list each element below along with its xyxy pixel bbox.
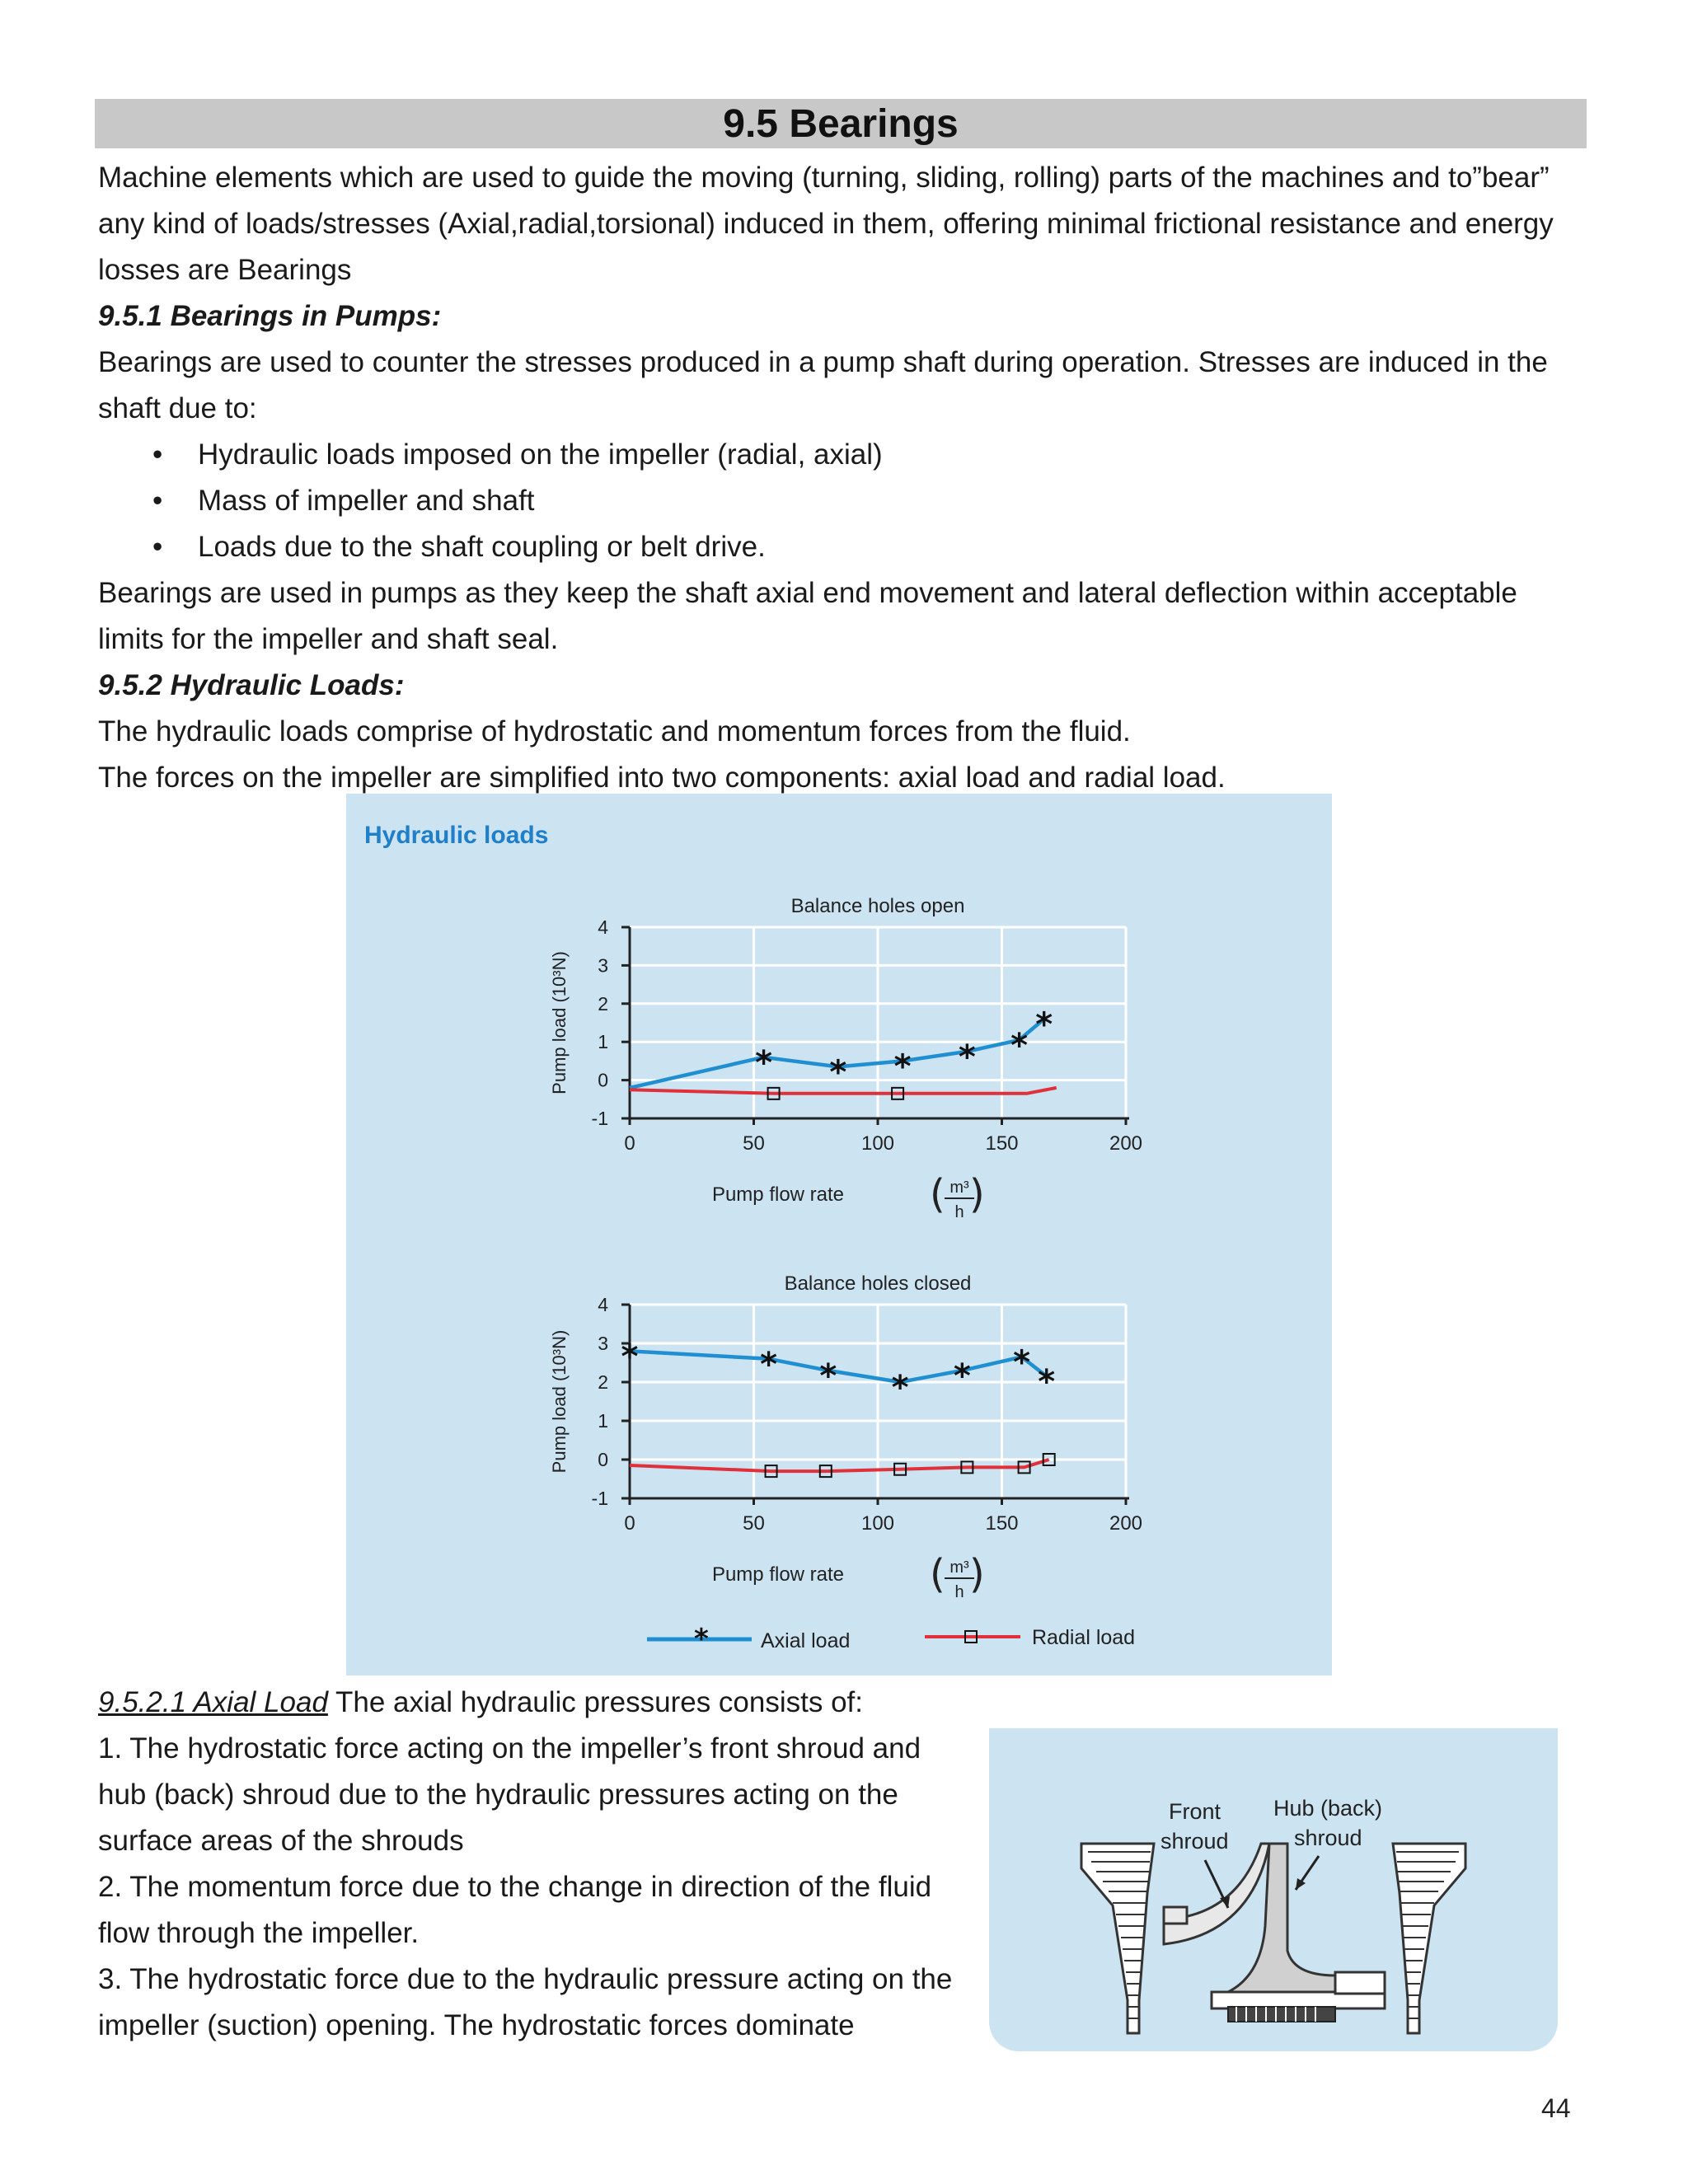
axial-item-3: 3. The hydrostatic force due to the hydraulic pressure acting on the impeller (suction) opening. The hydrostatic forces dominate	[98, 1963, 953, 2041]
unit-paren-close: )	[969, 1171, 985, 1217]
hydraulic-loads-line-1: The hydraulic loads comprise of hydrostatic and momentum forces from the fluid.	[98, 715, 1131, 748]
chart-legend	[647, 1623, 1135, 1656]
axial-load-point: *	[760, 1345, 778, 1384]
axial-load-line	[630, 1351, 1047, 1382]
legend-axial-label: Axial load	[761, 1629, 851, 1652]
list-item: • Loads due to the shaft coupling or belt drive.	[98, 524, 1590, 570]
axial-load-text	[98, 1680, 972, 2049]
y-tick-label: 2	[598, 992, 608, 1015]
axial-load-point: *	[819, 1357, 837, 1395]
y-tick-label: 4	[598, 1294, 608, 1315]
axial-item-1: 1. The hydrostatic force acting on the impeller’s front shroud and hub (back) shroud due to the hydraulic pressures acting on the surface areas of the shrouds	[98, 1732, 921, 1857]
hydraulic-loads-line-2: The forces on the impeller are simplified into two components: axial load and radial load.	[98, 762, 1226, 794]
chart-balance-open	[549, 895, 1142, 1221]
x-tick-label: 50	[743, 1132, 765, 1155]
y-tick-label: 3	[598, 1333, 608, 1354]
x-axis-label: Pump flow rate	[711, 1563, 845, 1586]
pumps-paragraph: Bearings are used to counter the stresses produced in a pump shaft during operation. Stresses are induced in the shaft due to:	[98, 346, 1548, 424]
axial-load-point: *	[1038, 1362, 1056, 1401]
list-item: • Mass of impeller and shaft	[98, 478, 1590, 524]
x-tick-label: 0	[624, 1512, 635, 1535]
hub-shroud-label-2: shroud	[1294, 1825, 1362, 1850]
axial-load-label: 9.5.2.1 Axial Load	[98, 1686, 328, 1718]
axial-load-intro-rest: The axial hydraulic pressures consists of:	[327, 1686, 863, 1718]
axial-load-point: *	[1013, 1343, 1031, 1382]
y-tick-label: 1	[598, 1410, 608, 1432]
front-shroud-label-1: Front	[1169, 1799, 1221, 1824]
shaft-seal	[1228, 2007, 1335, 2022]
impeller-svg	[989, 1728, 1558, 2051]
y-tick-label: 0	[598, 1449, 608, 1470]
axial-load-point: *	[1010, 1026, 1029, 1065]
y-axis-label: Pump load (10³N)	[549, 1329, 570, 1474]
unit-numerator: m³	[950, 1179, 969, 1197]
axial-load-point: *	[891, 1369, 909, 1407]
heading-9-5-2: 9.5.2 Hydraulic Loads:	[98, 669, 405, 701]
body-text	[98, 155, 1590, 801]
impeller-diagram	[989, 1728, 1558, 2051]
unit-denominator: h	[954, 1583, 964, 1601]
hub-shroud	[1228, 1844, 1335, 1992]
legend-radial-label: Radial load	[1032, 1626, 1136, 1649]
axial-load-point: *	[893, 1047, 912, 1086]
hub-shroud-arrowhead	[1296, 1878, 1306, 1890]
page-number: 44	[1541, 2093, 1571, 2123]
axial-load-intro	[98, 1680, 972, 1726]
axial-load-point: *	[829, 1053, 847, 1092]
hub-shroud-label-1: Hub (back)	[1273, 1796, 1383, 1821]
y-tick-label: 4	[598, 916, 608, 938]
heading-9-5-1: 9.5.1 Bearings in Pumps:	[98, 300, 442, 332]
axial-item-2: 2. The momentum force due to the change in direction of the fluid flow through the impeller.	[98, 1871, 932, 1949]
x-tick-label: 50	[743, 1512, 765, 1535]
unit-paren-open: (	[930, 1171, 945, 1217]
chart-title: Balance holes closed	[784, 1272, 972, 1295]
y-tick-label: -1	[591, 1108, 608, 1129]
y-tick-label: 3	[598, 954, 608, 977]
radial-load-line	[630, 1460, 1049, 1471]
legend-axial-marker: *	[694, 1623, 709, 1656]
unit-paren-close: )	[969, 1551, 985, 1597]
hydraulic-loads-figure	[346, 794, 1332, 1675]
section-title: 9.5 Bearings	[95, 99, 1587, 148]
axial-load-point: *	[953, 1357, 971, 1395]
shaft-nut	[1335, 1972, 1385, 1994]
unit-numerator: m³	[950, 1558, 969, 1577]
list-item: • Hydraulic loads imposed on the impeller (radial, axial)	[98, 432, 1590, 478]
axial-load-point: *	[1035, 1005, 1053, 1044]
x-axis-label: Pump flow rate	[711, 1183, 845, 1206]
y-tick-label: -1	[591, 1488, 608, 1509]
x-tick-label: 0	[624, 1132, 635, 1155]
y-tick-label: 2	[598, 1371, 608, 1393]
intro-paragraph: Machine elements which are used to guide the moving (turning, sliding, rolling) parts of the machines and to”bear” any kind of loads/stresses (Axial,radial,torsional) induced in them, offering minimal frictional resistance and energy losses are Bearings	[98, 162, 1554, 286]
front-shroud	[1164, 1844, 1269, 1944]
figure-title: Hydraulic loads	[364, 822, 549, 849]
chart-title: Balance holes open	[790, 895, 965, 917]
stress-cause-list	[98, 432, 1590, 570]
x-tick-label: 100	[860, 1512, 895, 1535]
bearing-purpose-paragraph: Bearings are used in pumps as they keep the shaft axial end movement and lateral deflection within acceptable limits for the impeller and shaft seal.	[98, 577, 1517, 655]
suction-ring	[1164, 1907, 1187, 1924]
y-tick-label: 1	[598, 1031, 608, 1053]
axial-load-point: *	[621, 1338, 639, 1376]
y-axis-label: Pump load (10³N)	[549, 951, 570, 1094]
chart-balance-closed	[549, 1272, 1142, 1601]
y-tick-label: 0	[598, 1069, 608, 1091]
x-tick-label: 200	[1109, 1512, 1143, 1535]
x-tick-label: 100	[860, 1132, 895, 1155]
x-tick-label: 150	[985, 1132, 1019, 1155]
axial-load-point: *	[958, 1038, 976, 1076]
unit-denominator: h	[954, 1203, 964, 1221]
axial-load-point: *	[755, 1043, 773, 1082]
x-tick-label: 200	[1109, 1132, 1143, 1155]
x-tick-label: 150	[985, 1512, 1019, 1535]
unit-paren-open: (	[930, 1551, 945, 1597]
hydraulic-loads-svg	[346, 794, 1332, 1675]
front-shroud-label-2: shroud	[1160, 1829, 1229, 1854]
